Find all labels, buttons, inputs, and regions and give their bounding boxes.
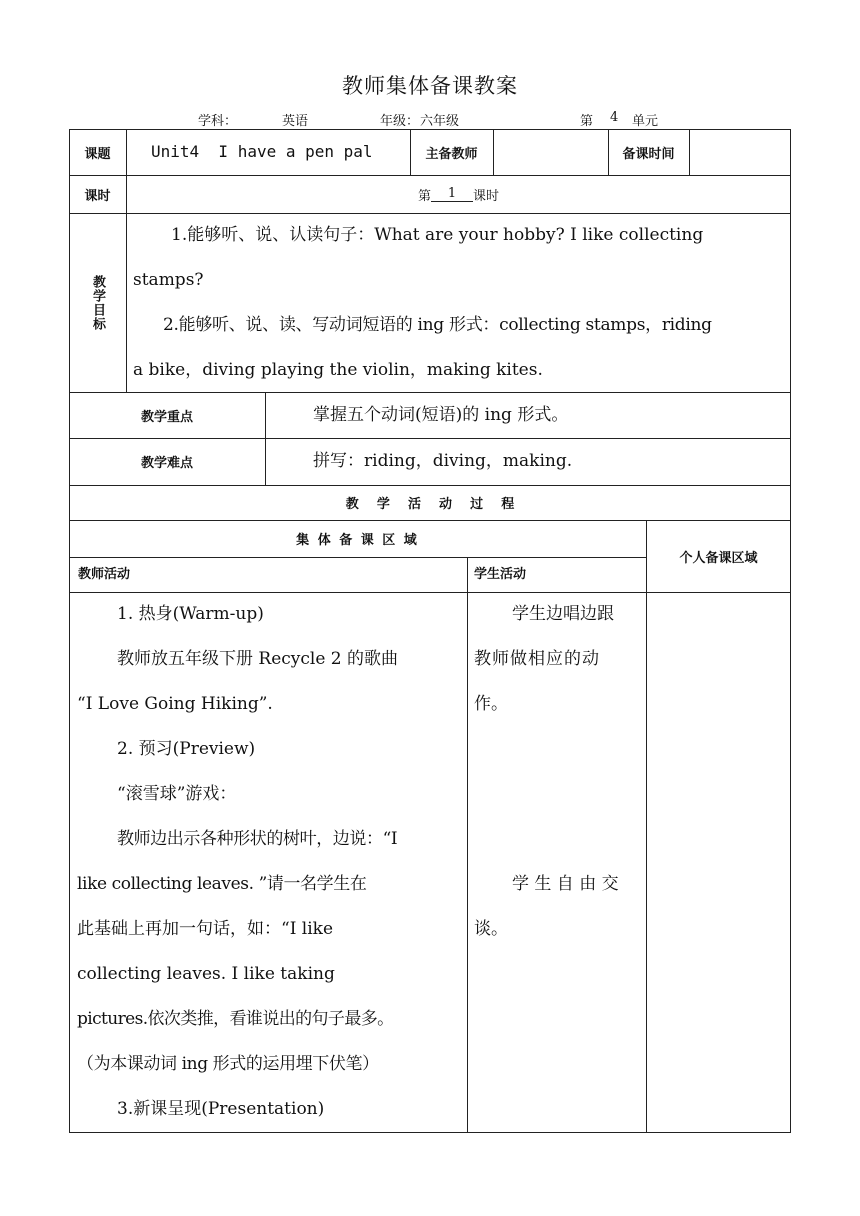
objectives-label-cell [69, 213, 126, 392]
teacher-activity-line: “I Love Going Hiking”. [77, 694, 273, 714]
unit-prefix: 第 [580, 114, 594, 129]
col-divider [646, 520, 647, 1133]
student-activity-content [474, 592, 642, 952]
period-value [126, 175, 791, 213]
col-divider [467, 557, 468, 1133]
process-heading: 教 学 活 动 过 程 [345, 497, 515, 512]
unit-suffix: 单元 [632, 114, 659, 129]
student-activity-line: 谈。 [474, 919, 508, 939]
period-label: 课时 [84, 188, 111, 204]
prep-time-label: 备课时间 [622, 146, 675, 162]
student-activity-line: 学生边唱边跟 [512, 604, 614, 624]
col-divider [265, 392, 266, 485]
prep-time-value [689, 129, 791, 175]
grade-value: 六年级 [420, 114, 460, 129]
teacher-activity-line: pictures.依次类推，看谁说出的句子最多。 [77, 1009, 394, 1029]
key-points-label: 教学重点 [140, 409, 193, 425]
teacher-activity-line: 1. 热身(Warm-up) [117, 604, 264, 624]
period-suffix: 课时 [473, 188, 500, 204]
objective-line: 1.能够听、说、认读句子：What are your hobby? I like collecting [171, 225, 704, 245]
period-prefix: 第 [417, 188, 431, 204]
collective-prep-label: 集 体 备 课 区 域 [296, 533, 419, 548]
student-activity-line: 教师做相应的动 [474, 649, 600, 669]
objectives-text [133, 213, 788, 392]
topic-value: Unit4 I have a pen pal [151, 142, 373, 161]
teacher-activity-line: 3.新课呈现(Presentation) [117, 1099, 325, 1119]
key-points-value: 掌握五个动词(短语)的 ing 形式。 [313, 405, 569, 425]
student-activity-line: 学 生 自 由 交 [512, 874, 619, 894]
unit-number: 4 [610, 110, 619, 125]
objective-line: stamps? [133, 270, 204, 290]
teacher-activity-content [77, 592, 463, 1132]
period-number: 1 [431, 186, 473, 202]
document-title: 教师集体备课教案 [342, 74, 518, 98]
teacher-activity-line: collecting leaves. I like taking [77, 964, 335, 984]
objectives-label: 教学目标 [90, 274, 105, 331]
objective-line: a bike，diving playing the violin，making kites. [133, 360, 543, 380]
lead-teacher-value [493, 129, 608, 175]
difficulties-value: 拼写：riding，diving，making. [313, 451, 573, 471]
lead-teacher-label: 主备教师 [425, 146, 478, 162]
subject-value: 英语 [282, 114, 309, 129]
teacher-activity-line: “滚雪球”游戏： [117, 784, 237, 804]
subject-label: 学科： [198, 114, 238, 129]
student-activity-label: 学生活动 [474, 567, 527, 582]
teacher-activity-line: （为本课动词 ing 形式的运用埋下伏笔） [77, 1054, 379, 1074]
difficulties-label: 教学难点 [140, 456, 193, 471]
student-activity-line: 作。 [474, 694, 508, 714]
teacher-activity-line: 教师边出示各种形状的树叶，边说：“I [117, 829, 398, 849]
col-divider [126, 213, 127, 392]
grade-label: 年级： [380, 114, 420, 129]
teacher-activity-line: 2. 预习(Preview) [117, 739, 256, 759]
teacher-activity-line: 此基础上再加一句话，如：“I like [77, 919, 334, 939]
personal-prep-label: 个人备课区域 [679, 550, 758, 566]
teacher-activity-label: 教师活动 [78, 567, 131, 582]
objective-line: 2.能够听、说、读、写动词短语的 ing 形式：collecting stamps，riding [163, 315, 712, 335]
teacher-activity-line: like collecting leaves. ”请一名学生在 [77, 874, 367, 894]
teacher-activity-line: 教师放五年级下册 Recycle 2 的歌曲 [117, 649, 399, 669]
topic-label: 课题 [84, 146, 111, 162]
